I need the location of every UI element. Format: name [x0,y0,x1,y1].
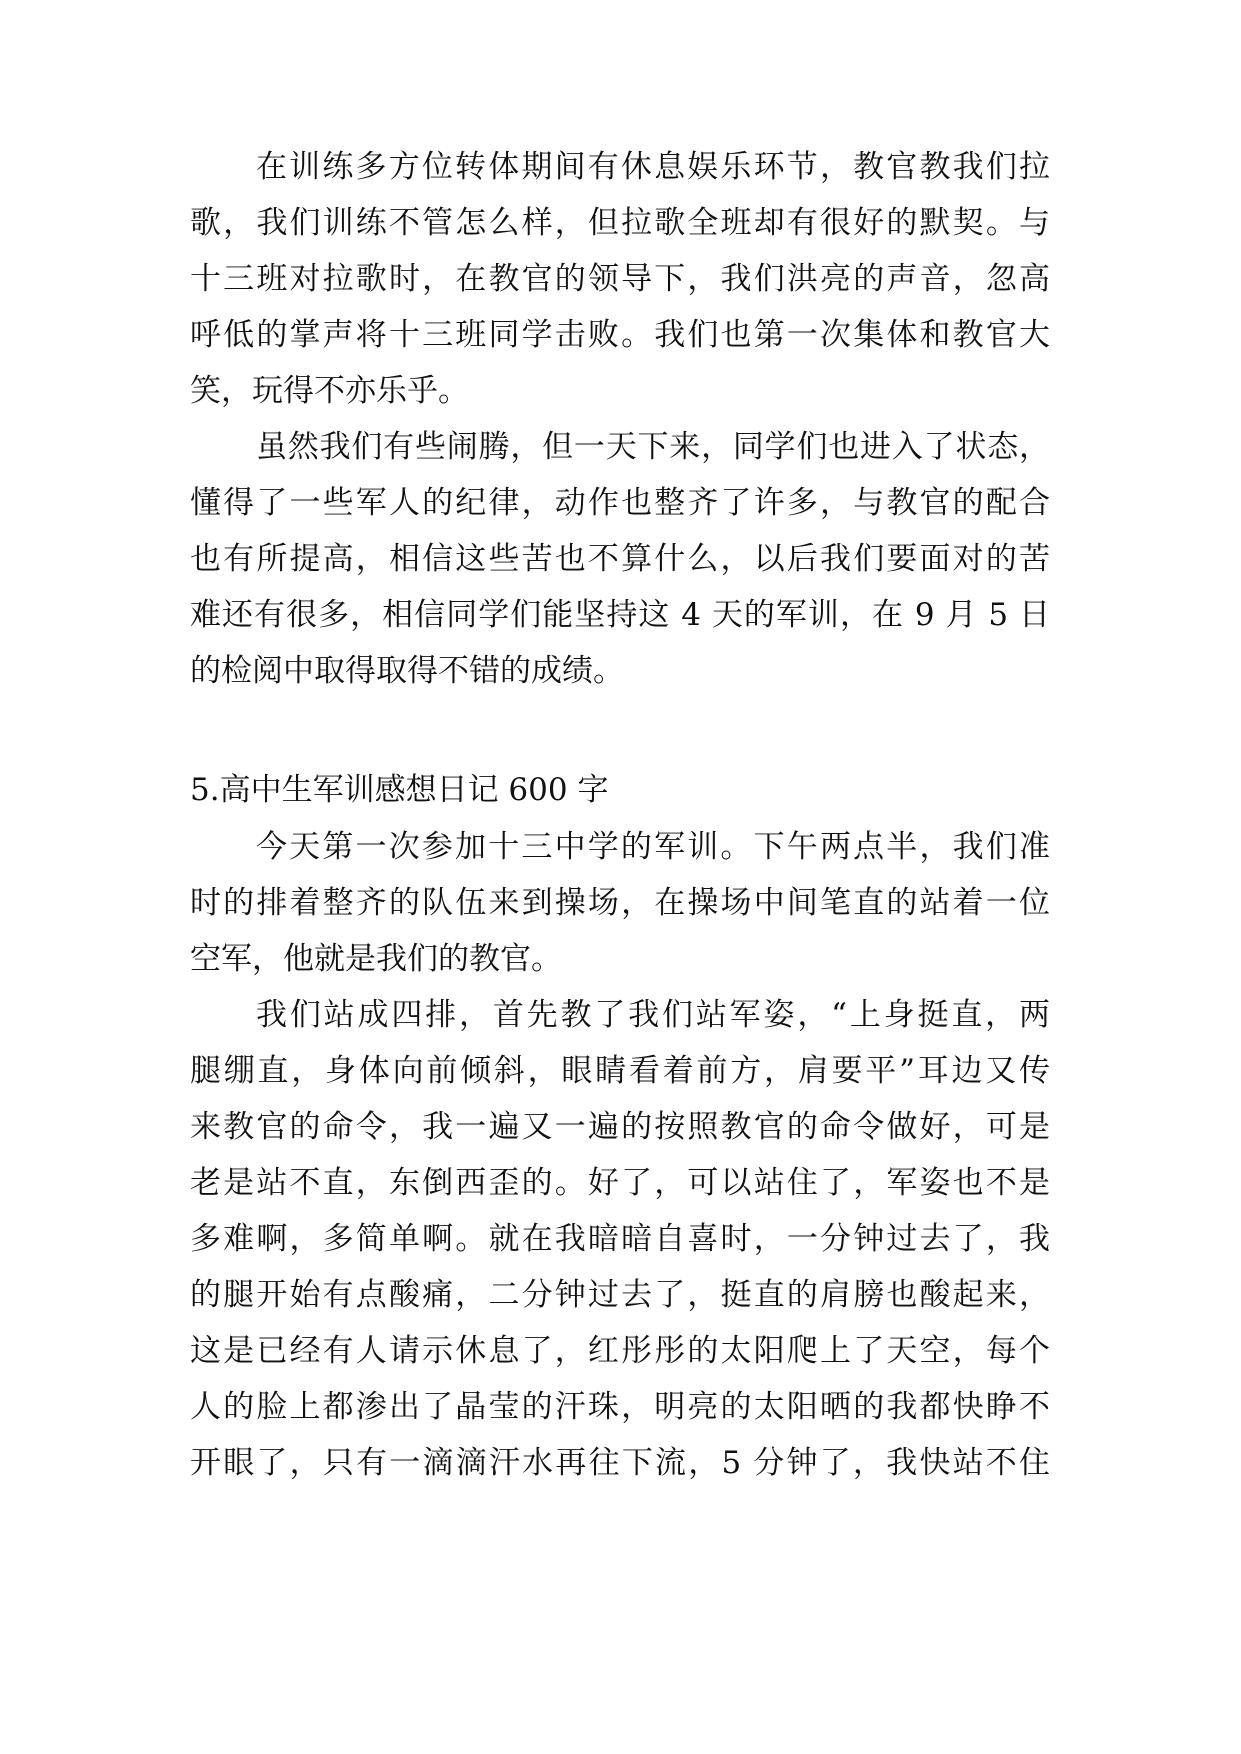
paragraph-line: 懂得了一些军人的纪律，动作也整齐了许多，与教官的配合 [190,485,1050,521]
paragraph-line: 的检阅中取得取得不错的成绩。 [190,653,624,689]
paragraph-line: 难还有很多，相信同学们能坚持这 4 天的军训，在 9 月 5 日 [190,597,1050,633]
paragraph-line: 也有所提高，相信这些苦也不算什么，以后我们要面对的苦 [190,541,1050,577]
paragraph-line: 笑，玩得不亦乐乎。 [190,373,469,409]
paragraph-line: 人的脸上都渗出了晶莹的汗珠，明亮的太阳晒的我都快睁不 [190,1389,1050,1425]
paragraph-line: 在训练多方位转体期间有休息娱乐环节，教官教我们拉 [256,149,1050,185]
paragraph-line: 空军，他就是我们的教官。 [190,941,562,977]
paragraph-line: 这是已经有人请示休息了，红彤彤的太阳爬上了天空，每个 [190,1333,1050,1369]
paragraph-line: 的腿开始有点酸痛，二分钟过去了，挺直的肩膀也酸起来， [190,1277,1050,1313]
paragraph-line: 今天第一次参加十三中学的军训。下午两点半，我们准 [256,829,1050,865]
paragraph-line: 十三班对拉歌时，在教官的领导下，我们洪亮的声音，忽高 [190,261,1050,297]
paragraph-line: 来教官的命令，我一遍又一遍的按照教官的命令做好，可是 [190,1109,1050,1145]
paragraph-line: 时的排着整齐的队伍来到操场，在操场中间笔直的站着一位 [190,885,1050,921]
paragraph-line: 虽然我们有些闹腾，但一天下来，同学们也进入了状态， [256,429,1050,465]
paragraph-line: 开眼了，只有一滴滴汗水再往下流，5 分钟了，我快站不住 [190,1445,1050,1481]
section-heading: 5.高中生军训感想日记 600 字 [190,772,609,808]
paragraph-line: 腿绷直，身体向前倾斜，眼睛看着前方，肩要平”耳边又传 [190,1053,1050,1089]
paragraph-line: 多难啊，多简单啊。就在我暗暗自喜时，一分钟过去了，我 [190,1221,1050,1257]
paragraph-line: 老是站不直，东倒西歪的。好了，可以站住了，军姿也不是 [190,1165,1050,1201]
paragraph-line: 呼低的掌声将十三班同学击败。我们也第一次集体和教官大 [190,317,1050,353]
paragraph-line: 歌，我们训练不管怎么样，但拉歌全班却有很好的默契。与 [190,205,1050,241]
paragraph-line: 我们站成四排，首先教了我们站军姿，“上身挺直，两 [256,997,1050,1033]
